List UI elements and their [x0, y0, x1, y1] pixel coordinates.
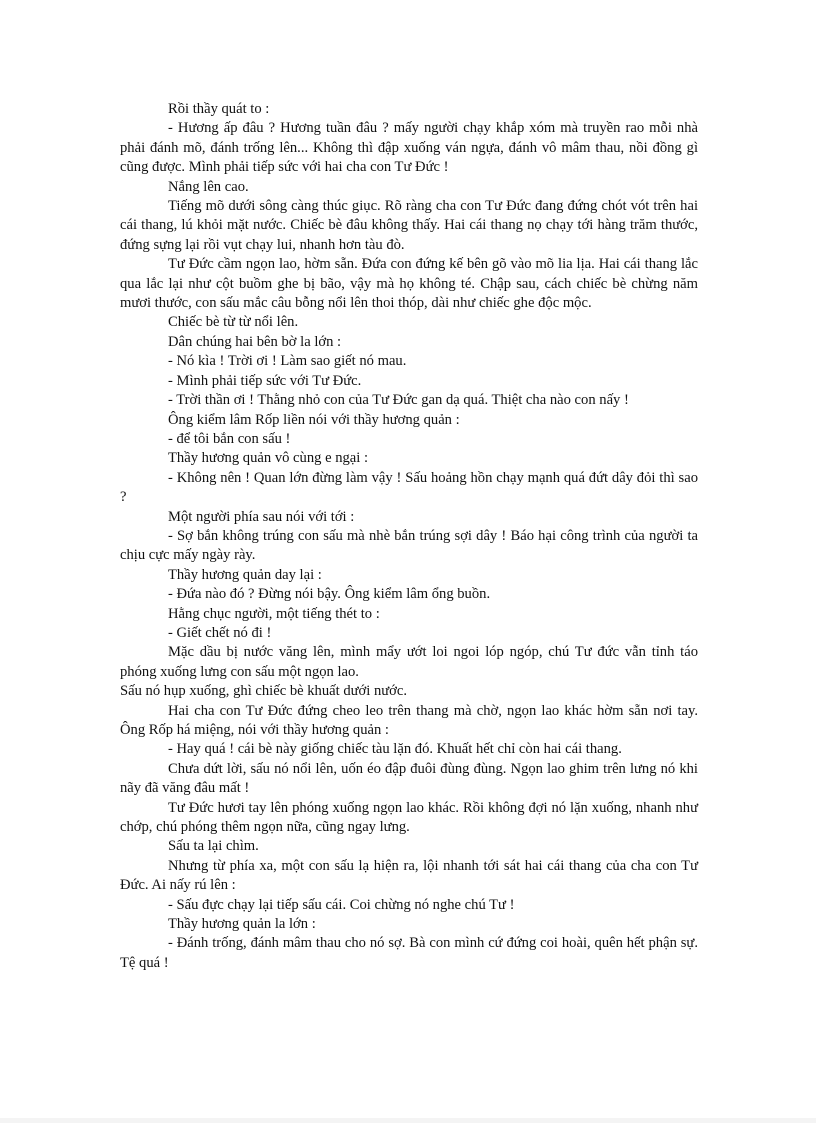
paragraph: - Giết chết nó đi ! [168, 624, 272, 641]
paragraph: Nhưng từ phía xa, một con sấu lạ hiện ra, lội nhanh tới sát hai cái thang của cha con Tư Đức. Ai nấy rú lên : [120, 857, 698, 894]
paragraph: Tư Đức hươi tay lên phóng xuống ngọn lao khác. Rồi không đợi nó lặn xuống, nhanh như chớp, chú phóng thêm ngọn nữa, cũng ngay lưng. [120, 799, 698, 836]
paragraph: Thầy hương quản day lại : [168, 566, 322, 583]
paragraph: Sấu nó hụp xuống, ghì chiếc bè khuất dưới nước. [120, 683, 408, 700]
paragraph: - Nó kìa ! Trời ơi ! Làm sao giết nó mau. [168, 353, 407, 370]
paragraph: Ông kiểm lâm Rốp liền nói với thầy hương quản : [168, 411, 460, 428]
paragraph: - Đứa nào đó ? Đừng nói bậy. Ông kiểm lâm ổng buồn. [168, 586, 491, 603]
story-text [120, 100, 698, 973]
paragraph: - Trời thần ơi ! Thằng nhỏ con của Tư Đức gan dạ quá. Thiệt cha nào con nấy ! [168, 392, 629, 409]
paragraph: Chiếc bè từ từ nổi lên. [168, 314, 299, 331]
paragraph: Một người phía sau nói với tới : [168, 508, 355, 525]
paragraph: Tiếng mõ dưới sông càng thúc giục. Rõ ràng cha con Tư Đức đang đứng chót vót trên hai cái thang, lú khỏi mặt nước. Chiếc bè đâu không thấy. Hai cái thang nọ chạy tới hàng trăm thước, đứng sựng lại rồi vụt chạy lui, nhanh hơn tàu đò. [120, 198, 698, 253]
paragraph: Tư Đức cầm ngọn lao, hờm sẵn. Đứa con đứng kế bên gõ vào mõ lia lịa. Hai cái thang lắc qua lắc lại như cột buồm ghe bị bão, vậy mà họ không té. Chập sau, cách chiếc bè chừng năm mươi thước, con sấu mắc câu bỗng nổi lên thoi thóp, dài như chiếc ghe độc mộc. [120, 256, 698, 312]
paragraph: Sấu ta lại chìm. [168, 838, 259, 855]
paragraph: - Sợ bắn không trúng con sấu mà nhè bắn trúng sợi dây ! Báo hại công trình của người ta chịu cực mấy ngày rày. [120, 527, 698, 564]
paragraph: - Mình phải tiếp sức với Tư Đức. [168, 372, 362, 389]
paragraph: Chưa dứt lời, sấu nó nổi lên, uốn éo đập đuôi đùng đùng. Ngọn lao ghim trên lưng nó khi nãy đã văng đâu mất ! [120, 760, 698, 797]
paragraph: Nắng lên cao. [168, 178, 249, 195]
paragraph: - để tôi bắn con sấu ! [168, 430, 291, 447]
paragraph: - Đánh trống, đánh mâm thau cho nó sợ. Bà con mình cứ đứng coi hoài, quên hết phận sự. Tệ quá ! [120, 935, 698, 971]
paragraph: Hai cha con Tư Đức đứng cheo leo trên thang mà chờ, ngọn lao khác hờm sẵn nơi tay. Ông Rốp há miệng, nói với thầy hương quản : [120, 702, 698, 738]
paragraph: Mặc dầu bị nước văng lên, mình mẩy ướt loi ngoi lóp ngóp, chú Tư đức vẫn tỉnh táo phóng xuống lưng con sấu một ngọn lao. [120, 644, 698, 680]
paragraph: - Hương ấp đâu ? Hương tuần đâu ? mấy người chạy khắp xóm mà truyền rao mỗi nhà phải đánh mõ, đánh trống lên... Không thì đập xuống ván ngựa, đánh vô mâm thau, nồi đồng gì cũng được. Mình phải tiếp sức với hai cha con Tư Đức ! [120, 120, 698, 176]
paragraph: Thầy hương quản la lớn : [168, 916, 316, 933]
paragraph: Rồi thầy quát to : [168, 101, 270, 117]
paragraph: - Sấu đực chạy lại tiếp sấu cái. Coi chừng nó nghe chú Tư ! [168, 896, 515, 913]
paragraph: - Hay quá ! cái bè này giống chiếc tàu lặn đó. Khuất hết chỉ còn hai cái thang. [168, 741, 622, 758]
paragraph: Dân chúng hai bên bờ la lớn : [168, 333, 342, 350]
paragraph: Hằng chục người, một tiếng thét to : [168, 605, 380, 622]
paragraph: Thầy hương quản vô cùng e ngại : [168, 450, 369, 467]
page-bottom-edge [0, 1118, 816, 1123]
paragraph: - Không nên ! Quan lớn đừng làm vậy ! Sấu hoảng hồn chạy mạnh quá đứt dây đỏi thì sao ? [120, 469, 698, 506]
